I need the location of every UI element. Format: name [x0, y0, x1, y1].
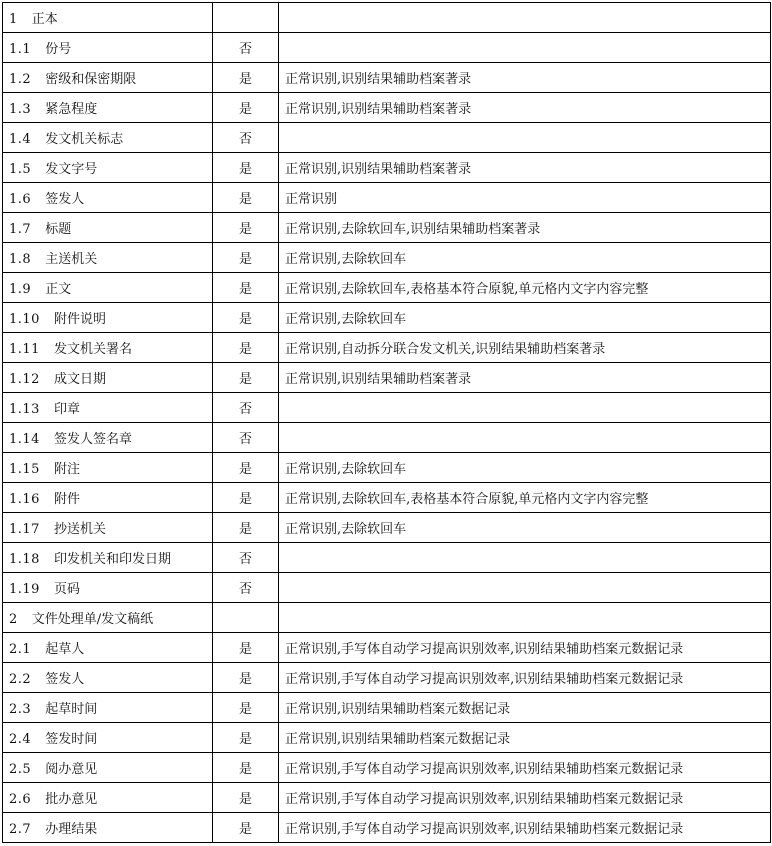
recognition-description: 正常识别,手写体自动学习提高识别效率,识别结果辅助档案元数据记录	[279, 663, 771, 693]
item-number: 1.4	[9, 132, 32, 147]
item-cell	[3, 603, 213, 633]
recognize-flag: 是	[213, 243, 279, 273]
table-row	[3, 513, 771, 543]
table-row	[3, 63, 771, 93]
table-row	[3, 453, 771, 483]
recognition-description: 正常识别,识别结果辅助档案元数据记录	[279, 723, 771, 753]
item-name: 正本	[31, 12, 58, 27]
table-row	[3, 603, 771, 633]
recognition-description	[279, 603, 771, 633]
table-row	[3, 33, 771, 63]
recognize-flag: 是	[213, 273, 279, 303]
item-cell	[3, 753, 213, 783]
item-number: 1.10	[9, 312, 40, 327]
recognize-flag: 是	[213, 63, 279, 93]
item-name: 附注	[53, 462, 80, 477]
table-row	[3, 93, 771, 123]
item-name: 成文日期	[53, 372, 106, 387]
item-number: 1.13	[9, 402, 40, 417]
recognize-flag	[213, 3, 279, 33]
item-cell	[3, 243, 213, 273]
item-cell	[3, 153, 213, 183]
item-number: 1.5	[9, 162, 32, 177]
item-name: 办理结果	[45, 822, 98, 837]
recognition-description	[279, 573, 771, 603]
item-number: 1.6	[9, 192, 32, 207]
item-cell	[3, 183, 213, 213]
item-name: 签发人	[45, 672, 85, 687]
item-name: 签发人签名章	[53, 432, 132, 447]
recognition-description: 正常识别,去除软回车	[279, 453, 771, 483]
table-row	[3, 783, 771, 813]
recognize-flag: 是	[213, 93, 279, 123]
item-cell	[3, 573, 213, 603]
table-row	[3, 213, 771, 243]
item-cell	[3, 123, 213, 153]
recognize-flag: 是	[213, 663, 279, 693]
table-row	[3, 3, 771, 33]
table-row	[3, 183, 771, 213]
item-cell	[3, 333, 213, 363]
item-cell	[3, 303, 213, 333]
recognition-description: 正常识别,去除软回车,识别结果辅助档案著录	[279, 213, 771, 243]
item-number: 1.11	[9, 342, 40, 357]
recognition-description: 正常识别,手写体自动学习提高识别效率,识别结果辅助档案元数据记录	[279, 783, 771, 813]
recognize-flag: 是	[213, 513, 279, 543]
recognition-description: 正常识别,去除软回车,表格基本符合原貌,单元格内文字内容完整	[279, 483, 771, 513]
item-cell	[3, 393, 213, 423]
recognize-flag: 是	[213, 693, 279, 723]
recognize-flag: 否	[213, 573, 279, 603]
item-number: 2.2	[9, 672, 32, 687]
recognize-flag: 是	[213, 333, 279, 363]
table-row	[3, 423, 771, 453]
table-row	[3, 813, 771, 843]
table-row	[3, 663, 771, 693]
recognition-spec-table	[2, 2, 771, 843]
item-cell	[3, 513, 213, 543]
item-cell	[3, 663, 213, 693]
item-cell	[3, 723, 213, 753]
table-body	[3, 3, 771, 843]
item-name: 印章	[53, 402, 80, 417]
recognition-description: 正常识别,识别结果辅助档案元数据记录	[279, 693, 771, 723]
table-row	[3, 273, 771, 303]
item-name: 附件	[53, 492, 80, 507]
item-name: 密级和保密期限	[45, 72, 137, 87]
item-cell	[3, 213, 213, 243]
recognition-description: 正常识别,手写体自动学习提高识别效率,识别结果辅助档案元数据记录	[279, 753, 771, 783]
recognize-flag: 是	[213, 303, 279, 333]
item-number: 1.2	[9, 72, 32, 87]
recognize-flag: 否	[213, 423, 279, 453]
item-cell	[3, 453, 213, 483]
table-row	[3, 333, 771, 363]
item-number: 1.19	[9, 582, 40, 597]
item-name: 页码	[53, 582, 80, 597]
item-cell	[3, 33, 213, 63]
recognition-description: 正常识别,识别结果辅助档案著录	[279, 63, 771, 93]
table-row	[3, 753, 771, 783]
recognition-description	[279, 423, 771, 453]
item-name: 抄送机关	[53, 522, 106, 537]
item-number: 1.15	[9, 462, 40, 477]
item-number: 1.8	[9, 252, 32, 267]
item-name: 起草时间	[45, 702, 98, 717]
recognition-description	[279, 393, 771, 423]
recognize-flag	[213, 603, 279, 633]
recognize-flag: 否	[213, 393, 279, 423]
recognize-flag: 是	[213, 753, 279, 783]
item-number: 1	[9, 12, 18, 27]
item-name: 主送机关	[45, 252, 98, 267]
item-number: 1.9	[9, 282, 32, 297]
recognize-flag: 是	[213, 183, 279, 213]
recognition-description: 正常识别,识别结果辅助档案著录	[279, 93, 771, 123]
recognize-flag: 是	[213, 813, 279, 843]
item-name: 批办意见	[45, 792, 98, 807]
recognition-description: 正常识别,手写体自动学习提高识别效率,识别结果辅助档案元数据记录	[279, 813, 771, 843]
recognition-description: 正常识别	[279, 183, 771, 213]
table-row	[3, 723, 771, 753]
recognition-description: 正常识别,识别结果辅助档案著录	[279, 363, 771, 393]
item-name: 附件说明	[53, 312, 106, 327]
table-row	[3, 693, 771, 723]
recognize-flag: 是	[213, 783, 279, 813]
table-row	[3, 363, 771, 393]
item-name: 发文机关署名	[53, 342, 132, 357]
item-cell	[3, 483, 213, 513]
recognition-description: 正常识别,去除软回车	[279, 303, 771, 333]
item-cell	[3, 693, 213, 723]
item-cell	[3, 363, 213, 393]
recognition-description	[279, 543, 771, 573]
recognize-flag: 是	[213, 483, 279, 513]
table-row	[3, 483, 771, 513]
item-number: 2.3	[9, 702, 32, 717]
recognize-flag: 是	[213, 213, 279, 243]
item-name: 签发人	[45, 192, 85, 207]
recognize-flag: 是	[213, 633, 279, 663]
item-name: 签发时间	[45, 732, 98, 747]
item-number: 1.14	[9, 432, 40, 447]
recognition-description: 正常识别,去除软回车	[279, 513, 771, 543]
item-number: 1.16	[9, 492, 40, 507]
recognition-description: 正常识别,去除软回车,表格基本符合原貌,单元格内文字内容完整	[279, 273, 771, 303]
table-row	[3, 153, 771, 183]
recognition-description: 正常识别,自动拆分联合发文机关,识别结果辅助档案著录	[279, 333, 771, 363]
table-row	[3, 123, 771, 153]
item-cell	[3, 813, 213, 843]
item-number: 2.6	[9, 792, 32, 807]
item-cell	[3, 423, 213, 453]
item-number: 1.7	[9, 222, 32, 237]
table-row	[3, 573, 771, 603]
table-row	[3, 633, 771, 663]
recognition-description: 正常识别,去除软回车	[279, 243, 771, 273]
recognize-flag: 是	[213, 153, 279, 183]
recognize-flag: 是	[213, 453, 279, 483]
item-cell	[3, 633, 213, 663]
item-name: 阅办意见	[45, 762, 98, 777]
item-number: 1.3	[9, 102, 32, 117]
item-name: 印发机关和印发日期	[53, 552, 171, 567]
item-name: 文件处理单/发文稿纸	[31, 612, 154, 627]
item-number: 2.4	[9, 732, 32, 747]
item-cell	[3, 783, 213, 813]
item-number: 1.12	[9, 372, 40, 387]
item-name: 标题	[45, 222, 72, 237]
item-name: 正文	[45, 282, 72, 297]
item-cell	[3, 63, 213, 93]
item-number: 1.18	[9, 552, 40, 567]
table-row	[3, 393, 771, 423]
item-number: 1.17	[9, 522, 40, 537]
table-row	[3, 243, 771, 273]
item-cell	[3, 273, 213, 303]
recognize-flag: 是	[213, 363, 279, 393]
table-row	[3, 303, 771, 333]
item-number: 1.1	[9, 42, 32, 57]
recognition-description: 正常识别,识别结果辅助档案著录	[279, 153, 771, 183]
item-name: 紧急程度	[45, 102, 98, 117]
recognize-flag: 否	[213, 123, 279, 153]
item-number: 2	[9, 612, 18, 627]
item-name: 起草人	[45, 642, 85, 657]
item-cell	[3, 93, 213, 123]
item-cell	[3, 3, 213, 33]
item-name: 发文字号	[45, 162, 98, 177]
item-number: 2.5	[9, 762, 32, 777]
item-name: 发文机关标志	[45, 132, 124, 147]
item-number: 2.7	[9, 822, 32, 837]
table-row	[3, 543, 771, 573]
item-cell	[3, 543, 213, 573]
recognition-description	[279, 33, 771, 63]
recognize-flag: 否	[213, 543, 279, 573]
item-name: 份号	[45, 42, 72, 57]
recognize-flag: 是	[213, 723, 279, 753]
recognition-description	[279, 3, 771, 33]
recognition-description	[279, 123, 771, 153]
item-number: 2.1	[9, 642, 32, 657]
recognition-description: 正常识别,手写体自动学习提高识别效率,识别结果辅助档案元数据记录	[279, 633, 771, 663]
recognize-flag: 否	[213, 33, 279, 63]
